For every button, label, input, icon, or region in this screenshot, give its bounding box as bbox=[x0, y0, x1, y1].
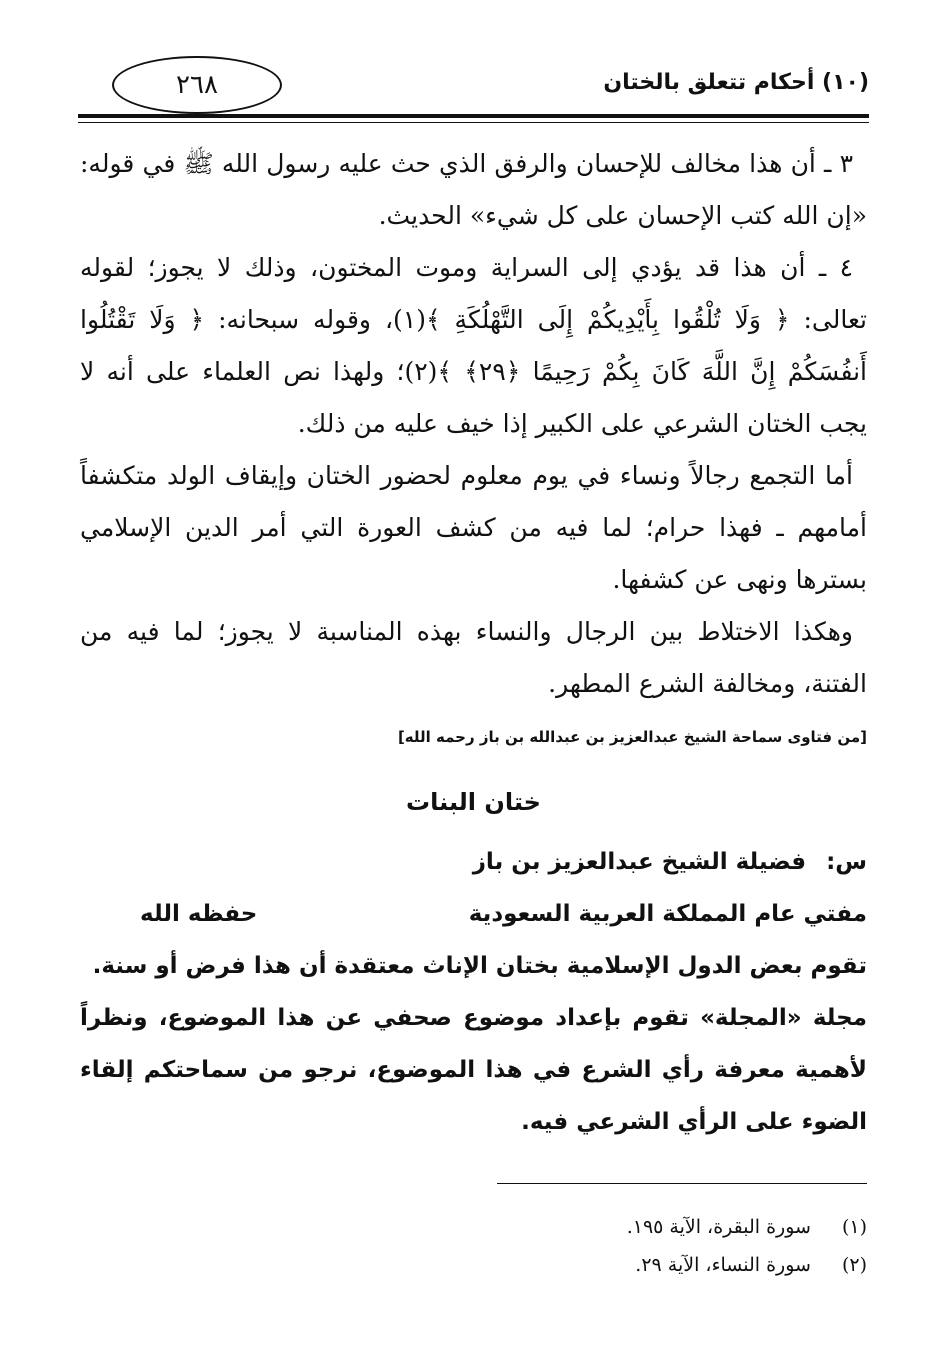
paragraph-gathering: أما التجمع رجالاً ونساء في يوم معلوم لحضور الختان وإيقاف الولد متكشفاً أمامهم ـ فهذا حرام؛ لما فيه من كشف العورة التي أمر الدين الإسلامي بسترها ونهى عن كشفها. bbox=[80, 461, 867, 594]
question-position-line bbox=[80, 888, 867, 940]
question-block bbox=[80, 836, 867, 1148]
main-text bbox=[80, 138, 867, 710]
paragraph-point-4: ٤ ـ أن هذا قد يؤدي إلى السراية وموت المختون، وذلك لا يجوز؛ لقوله تعالى: ﴿ وَلَا تُلْقُوا بِأَيْدِيكُمْ إِلَى التَّهْلُكَةِ ﴾(١)، وقوله سبحانه: ﴿ وَلَا تَقْتُلُوا أَنفُسَكُمْ إِنَّ اللَّهَ كَانَ بِكُمْ رَحِيمًا ﴿٢٩﴾ ﴾(٢)؛ ولهذا نص العلماء على أنه لا يجب الختان الشرعي على الكبير إذا خيف عليه من ذلك. bbox=[80, 253, 868, 438]
question-label: س: bbox=[826, 849, 867, 875]
question-addressee: فضيلة الشيخ عبدالعزيز بن باز bbox=[472, 849, 807, 875]
footnote-text: سورة البقرة، الآية ١٩٥. bbox=[626, 1216, 811, 1238]
question-header bbox=[80, 836, 867, 888]
running-title: (١٠) أحكام تتعلق بالختان bbox=[603, 70, 869, 95]
section-title: ختان البنات bbox=[406, 788, 541, 816]
footnotes bbox=[80, 1208, 867, 1284]
question-blessing: حفظه الله bbox=[140, 901, 258, 927]
header-rule-thick bbox=[78, 114, 869, 118]
question-paragraph: تقوم بعض الدول الإسلامية بختان الإناث معتقدة أن هذا فرض أو سنة. bbox=[92, 953, 867, 979]
footnote-number: (٢) bbox=[841, 1254, 867, 1276]
paragraph-mixing: وهكذا الاختلاط بين الرجال والنساء بهذه المناسبة لا يجوز؛ لما فيه من الفتنة، ومخالفة الشرع المطهر. bbox=[80, 617, 867, 698]
fatwa-source: [من فتاوى سماحة الشيخ عبدالعزيز بن عبدالله بن باز رحمه الله] bbox=[397, 728, 867, 746]
footnote-number: (١) bbox=[841, 1216, 867, 1238]
footnote-separator bbox=[497, 1183, 867, 1184]
page-number: ٢٦٨ bbox=[112, 56, 282, 114]
footnote-item bbox=[80, 1246, 867, 1284]
footnote-item bbox=[80, 1208, 867, 1246]
paragraph-point-3: ٣ ـ أن هذا مخالف للإحسان والرفق الذي حث عليه رسول الله ﷺ في قوله: «إن الله كتب الإحسان على كل شيء» الحديث. bbox=[80, 149, 867, 230]
footnote-text: سورة النساء، الآية ٢٩. bbox=[635, 1254, 811, 1276]
page-header bbox=[78, 56, 869, 118]
header-rule-thin bbox=[78, 122, 869, 123]
question-position: مفتي عام المملكة العربية السعودية bbox=[468, 901, 867, 927]
question-paragraph: مجلة «المجلة» تقوم بإعداد موضوع صحفي عن هذا الموضوع، ونظراً لأهمية معرفة رأي الشرع في هذا الموضوع، نرجو من سماحتكم إلقاء الضوء على الرأي الشرعي فيه. bbox=[80, 1005, 867, 1135]
